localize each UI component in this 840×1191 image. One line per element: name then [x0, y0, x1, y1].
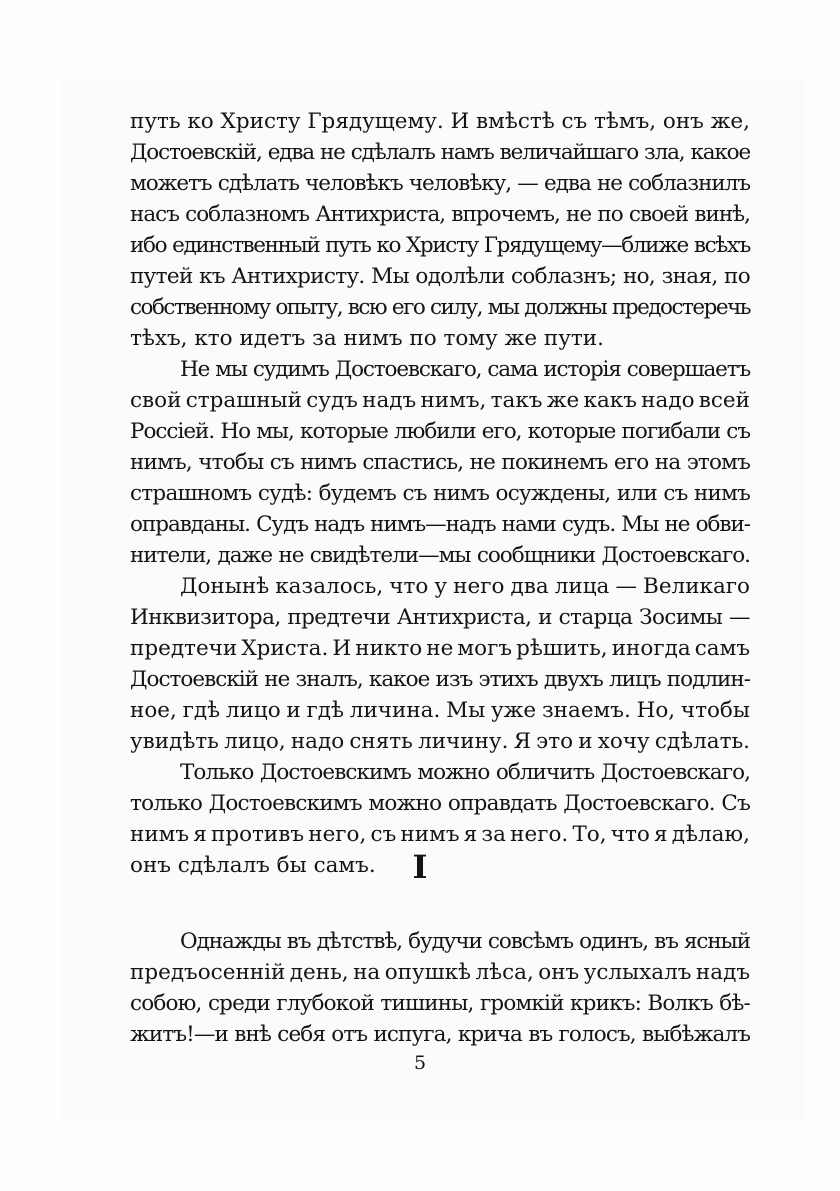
text-line: предъосенній день, на опушкѣ лѣса, онъ услыхалъ надъ	[130, 960, 750, 985]
paragraph-1	[130, 106, 750, 354]
text-line: собою, среди глубокой тишины, громкій крикъ: Волкъ бѣ-	[130, 991, 750, 1016]
text-line: свой страшный судъ надъ нимъ, такъ же какъ надо всей	[130, 388, 750, 413]
chapter-paragraph-1	[130, 926, 750, 1050]
text-line: Достоевскій, едва не сдѣлалъ намъ величайшаго зла, какое	[130, 140, 750, 165]
paragraph-2	[130, 354, 750, 571]
text-line: оправданы. Судъ надъ нимъ—надъ нами судъ. Мы не обви-	[130, 512, 750, 537]
text-line: ибо единственный путь ко Христу Грядущему—ближе всѣхъ	[130, 233, 750, 258]
text-line: тѣхъ, кто идетъ за нимъ по тому же пути.	[130, 326, 604, 351]
text-line: Однажды въ дѣтствѣ, будучи совсѣмъ одинъ, въ ясный	[180, 929, 750, 954]
intro-section	[130, 106, 750, 881]
text-line: предтечи Христа. И никто не могъ рѣшить, иногда самъ	[130, 636, 750, 661]
chapter-body	[130, 926, 750, 1050]
text-line: страшномъ судѣ: будемъ съ нимъ осуждены, или съ нимъ	[130, 481, 750, 506]
text-line: путь ко Христу Грядущему. И вмѣстѣ съ тѣмъ, онъ же,	[130, 109, 750, 134]
text-line: Не мы судимъ Достоевскаго, сама исторія совершаетъ	[180, 357, 750, 382]
text-line: Донынѣ казалось, что у него два лица — Великаго	[180, 574, 750, 599]
text-line: только Достоевскимъ можно оправдать Достоевскаго. Съ	[130, 791, 750, 816]
text-line: насъ соблазномъ Антихриста, впрочемъ, не по своей винѣ,	[130, 202, 750, 227]
text-line: житъ!—и внѣ себя отъ испуга, крича въ голосъ, выбѣжалъ	[130, 1022, 750, 1047]
text-line: онъ сдѣлалъ бы самъ.	[130, 853, 376, 878]
text-line: нимъ я противъ него, съ нимъ я за него. То, что я дѣлаю,	[130, 822, 750, 847]
text-line: путей къ Антихристу. Мы одолѣли соблазнъ; но, зная, по	[130, 264, 750, 289]
text-line: увидѣть лицо, надо снять личину. Я это и хочу сдѣлать.	[130, 729, 750, 754]
text-line: Россіей. Но мы, которые любили его, которые погибали съ	[130, 419, 750, 444]
page-number: 5	[413, 1052, 427, 1074]
text-line: ное, гдѣ лицо и гдѣ личина. Мы уже знаемъ. Но, чтобы	[130, 698, 750, 723]
text-line: можетъ сдѣлать человѣкъ человѣку, — едва не соблазнилъ	[130, 171, 750, 196]
text-line: нители, даже не свидѣтели—мы сообщники Достоевскаго.	[130, 543, 750, 568]
text-line: собственному опыту, всю его силу, мы должны предостеречь	[130, 295, 750, 320]
chapter-heading: I	[412, 848, 428, 886]
text-line: Только Достоевскимъ можно обличить Достоевскаго,	[180, 760, 750, 785]
text-line: нимъ, чтобы съ нимъ спастись, не покинемъ его на этомъ	[130, 450, 750, 475]
text-line: Инквизитора, предтечи Антихриста, и старца Зосимы —	[130, 605, 750, 630]
text-line: Достоевскій не зналъ, какое изъ этихъ двухъ лицъ подлин-	[130, 667, 750, 692]
paragraph-3	[130, 571, 750, 757]
